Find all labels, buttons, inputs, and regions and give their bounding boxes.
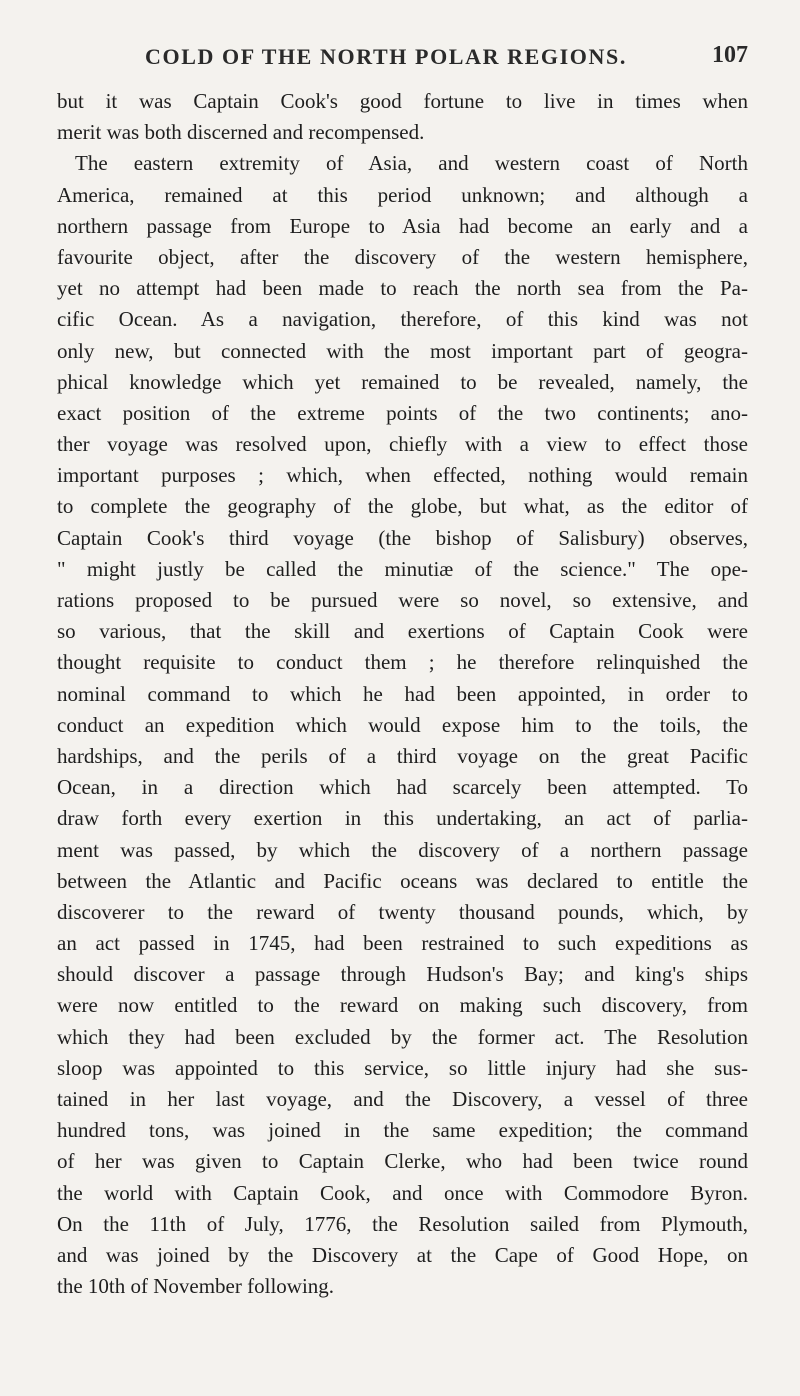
- running-head-title: COLD OF THE NORTH POLAR REGIONS.: [145, 44, 627, 69]
- text-line: " might justly be called the minutiæ of the science." The ope-: [57, 556, 748, 581]
- text-line: yet no attempt had been made to reach the north sea from the Pa-: [57, 276, 748, 301]
- text-line: Ocean, in a direction which had scarcely been attempted. To: [57, 775, 748, 800]
- text-line: tained in her last voyage, and the Discovery, a vessel of three: [57, 1087, 748, 1111]
- text-line: thought requisite to conduct them ; he therefore relinquished the: [57, 650, 748, 675]
- text-line: of her was given to Captain Clerke, who had been twice round: [57, 1149, 748, 1174]
- text-line: nominal command to which he had been appointed, in order to: [57, 681, 748, 706]
- text-line: hundred tons, was joined in the same expedition; the command: [57, 1118, 748, 1143]
- text-line: sloop was appointed to this service, so little injury had she sus-: [57, 1055, 748, 1080]
- text-line: should discover a passage through Hudson's Bay; and king's ships: [57, 962, 748, 987]
- body-text: [57, 86, 748, 1302]
- text-line: phical knowledge which yet remained to be revealed, namely, the: [57, 369, 748, 394]
- text-line: conduct an expedition which would expose him to the toils, the: [57, 712, 748, 737]
- text-line: The eastern extremity of Asia, and western coast of North: [75, 151, 748, 176]
- text-line: an act passed in 1745, had been restrained to such expeditions as: [57, 931, 748, 956]
- text-line: rations proposed to be pursued were so novel, so extensive, and: [57, 588, 748, 612]
- text-line: the world with Captain Cook, and once with Commodore Byron.: [57, 1180, 748, 1205]
- text-line: so various, that the skill and exertions of Captain Cook were: [57, 619, 748, 644]
- text-line: hardships, and the perils of a third voyage on the great Pacific: [57, 743, 748, 768]
- text-line: On the 11th of July, 1776, the Resolution sailed from Plymouth,: [57, 1211, 748, 1236]
- text-line: which they had been excluded by the former act. The Resolution: [57, 1024, 748, 1049]
- text-line: cific Ocean. As a navigation, therefore, of this kind was not: [57, 307, 748, 332]
- text-line: but it was Captain Cook's good fortune to live in times when: [57, 89, 748, 113]
- text-line: discoverer to the reward of twenty thousand pounds, which, by: [57, 899, 748, 924]
- text-line: exact position of the extreme points of the two continents; ano-: [57, 400, 748, 425]
- text-line: favourite object, after the discovery of the western hemisphere,: [57, 244, 748, 269]
- text-line: draw forth every exertion in this undertaking, an act of parlia-: [57, 806, 748, 831]
- text-line: the 10th of November following.: [57, 1274, 335, 1299]
- text-line: northern passage from Europe to Asia had become an early and a: [57, 213, 748, 238]
- text-line: to complete the geography of the globe, but what, as the editor of: [57, 494, 748, 519]
- text-line: ther voyage was resolved upon, chiefly with a view to effect those: [57, 432, 748, 457]
- text-line: ment was passed, by which the discovery of a northern passage: [57, 837, 748, 862]
- text-line: merit was both discerned and recompensed.: [57, 120, 425, 145]
- text-line: between the Atlantic and Pacific oceans was declared to entitle the: [57, 868, 748, 893]
- text-line: and was joined by the Discovery at the Cape of Good Hope, on: [57, 1242, 748, 1267]
- running-head: [57, 38, 748, 74]
- text-line: only new, but connected with the most important part of geogra-: [57, 338, 748, 363]
- text-line: Captain Cook's third voyage (the bishop of Salisbury) observes,: [57, 525, 748, 550]
- text-line: were now entitled to the reward on making such discovery, from: [57, 993, 748, 1018]
- text-line: America, remained at this period unknown; and although a: [57, 182, 748, 207]
- text-line: important purposes ; which, when effected, nothing would remain: [57, 463, 748, 488]
- page-number: 107: [712, 42, 748, 68]
